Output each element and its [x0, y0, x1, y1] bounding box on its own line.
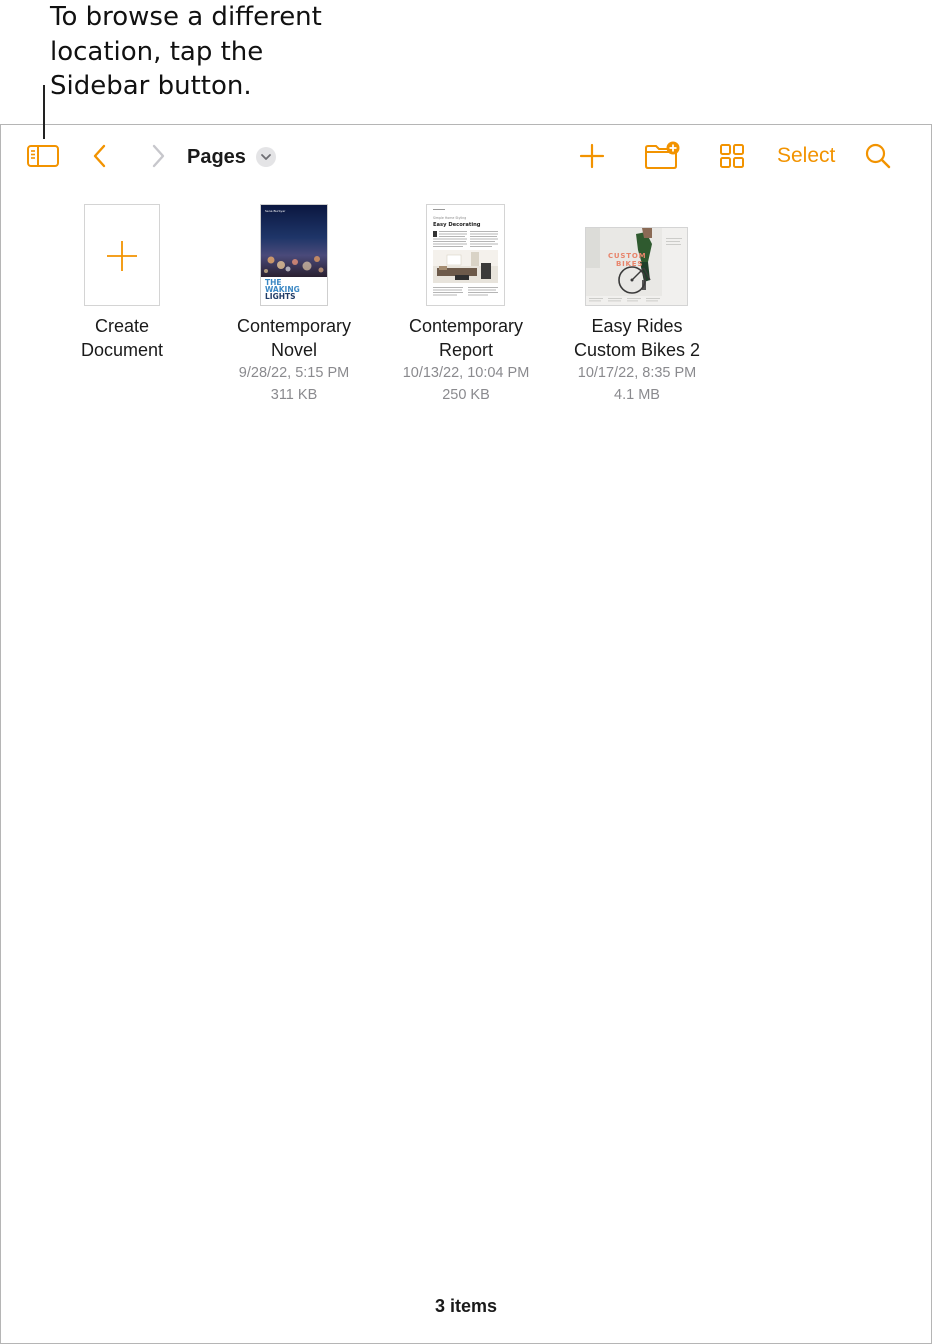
- document-size: 250 KB: [442, 387, 490, 403]
- page-title: Pages: [187, 145, 246, 168]
- document-thumbnail[interactable]: [426, 204, 505, 306]
- bikes-page-preview: [586, 228, 687, 305]
- chevron-left-icon: [92, 143, 108, 169]
- item-count: 3 items: [434, 1296, 498, 1316]
- chevron-down-icon: [256, 147, 276, 167]
- plus-icon: [84, 204, 160, 306]
- document-date: 10/17/22, 8:35 PM: [577, 365, 697, 381]
- document-thumbnail[interactable]: [260, 204, 328, 306]
- document-name: Easy Rides Custom Bikes 2: [573, 316, 701, 360]
- report-subtitle: Simple Home Styling: [433, 216, 467, 220]
- callout-line-2: location, tap the: [50, 36, 264, 67]
- report-page-preview: [427, 205, 504, 305]
- novel-title-line-3: LIGHTS: [265, 292, 296, 301]
- novel-author: Sena Burbyer: [265, 209, 286, 213]
- sidebar-button[interactable]: [24, 140, 62, 172]
- new-folder-button[interactable]: [642, 138, 682, 172]
- plus-icon: [579, 143, 605, 169]
- sidebar-icon: [26, 143, 60, 169]
- document-item-contemporary-report[interactable]: [386, 204, 546, 404]
- select-button[interactable]: Select: [777, 144, 836, 167]
- novel-cover-image: [261, 205, 327, 305]
- callout-line-1: To browse a different: [50, 2, 322, 32]
- grid-icon: [719, 143, 745, 169]
- chevron-right-icon: [150, 143, 166, 169]
- callout-leader-line: [43, 85, 45, 139]
- report-title: Easy Decorating: [433, 222, 481, 228]
- back-button[interactable]: [86, 140, 114, 172]
- document-size: 311 KB: [270, 387, 318, 403]
- document-size: 4.1 MB: [614, 387, 660, 403]
- document-meta: [214, 362, 374, 406]
- document-name: Contemporary Novel: [236, 316, 352, 360]
- document-name: Create Document: [80, 316, 164, 360]
- create-document-thumbnail[interactable]: [84, 204, 160, 306]
- folder-plus-icon: [643, 140, 681, 170]
- document-thumbnail[interactable]: [585, 227, 688, 306]
- bikes-title-line-1: CUSTOM: [608, 252, 647, 260]
- document-name: Contemporary Report: [408, 316, 524, 360]
- novel-title-line-1: THE: [265, 278, 282, 287]
- document-date: 10/13/22, 10:04 PM: [402, 365, 530, 381]
- document-item-contemporary-novel[interactable]: [214, 204, 374, 404]
- search-button[interactable]: [862, 140, 894, 172]
- create-document-item[interactable]: [42, 204, 202, 374]
- callout-line-3: Sidebar button.: [50, 71, 252, 101]
- document-meta: [386, 362, 546, 406]
- add-document-button[interactable]: [576, 140, 608, 172]
- document-meta: [557, 362, 717, 406]
- search-icon: [864, 142, 892, 170]
- location-title-menu[interactable]: [187, 143, 276, 171]
- document-date: 9/28/22, 5:15 PM: [238, 365, 350, 381]
- callout-annotation: [50, 0, 390, 104]
- view-options-button[interactable]: [716, 140, 748, 172]
- forward-button[interactable]: [144, 140, 172, 172]
- document-item-easy-rides-custom-bikes-2[interactable]: [557, 204, 717, 404]
- novel-title-line-2: WAKING: [265, 285, 300, 294]
- bikes-title-line-2: BIKES: [616, 260, 644, 268]
